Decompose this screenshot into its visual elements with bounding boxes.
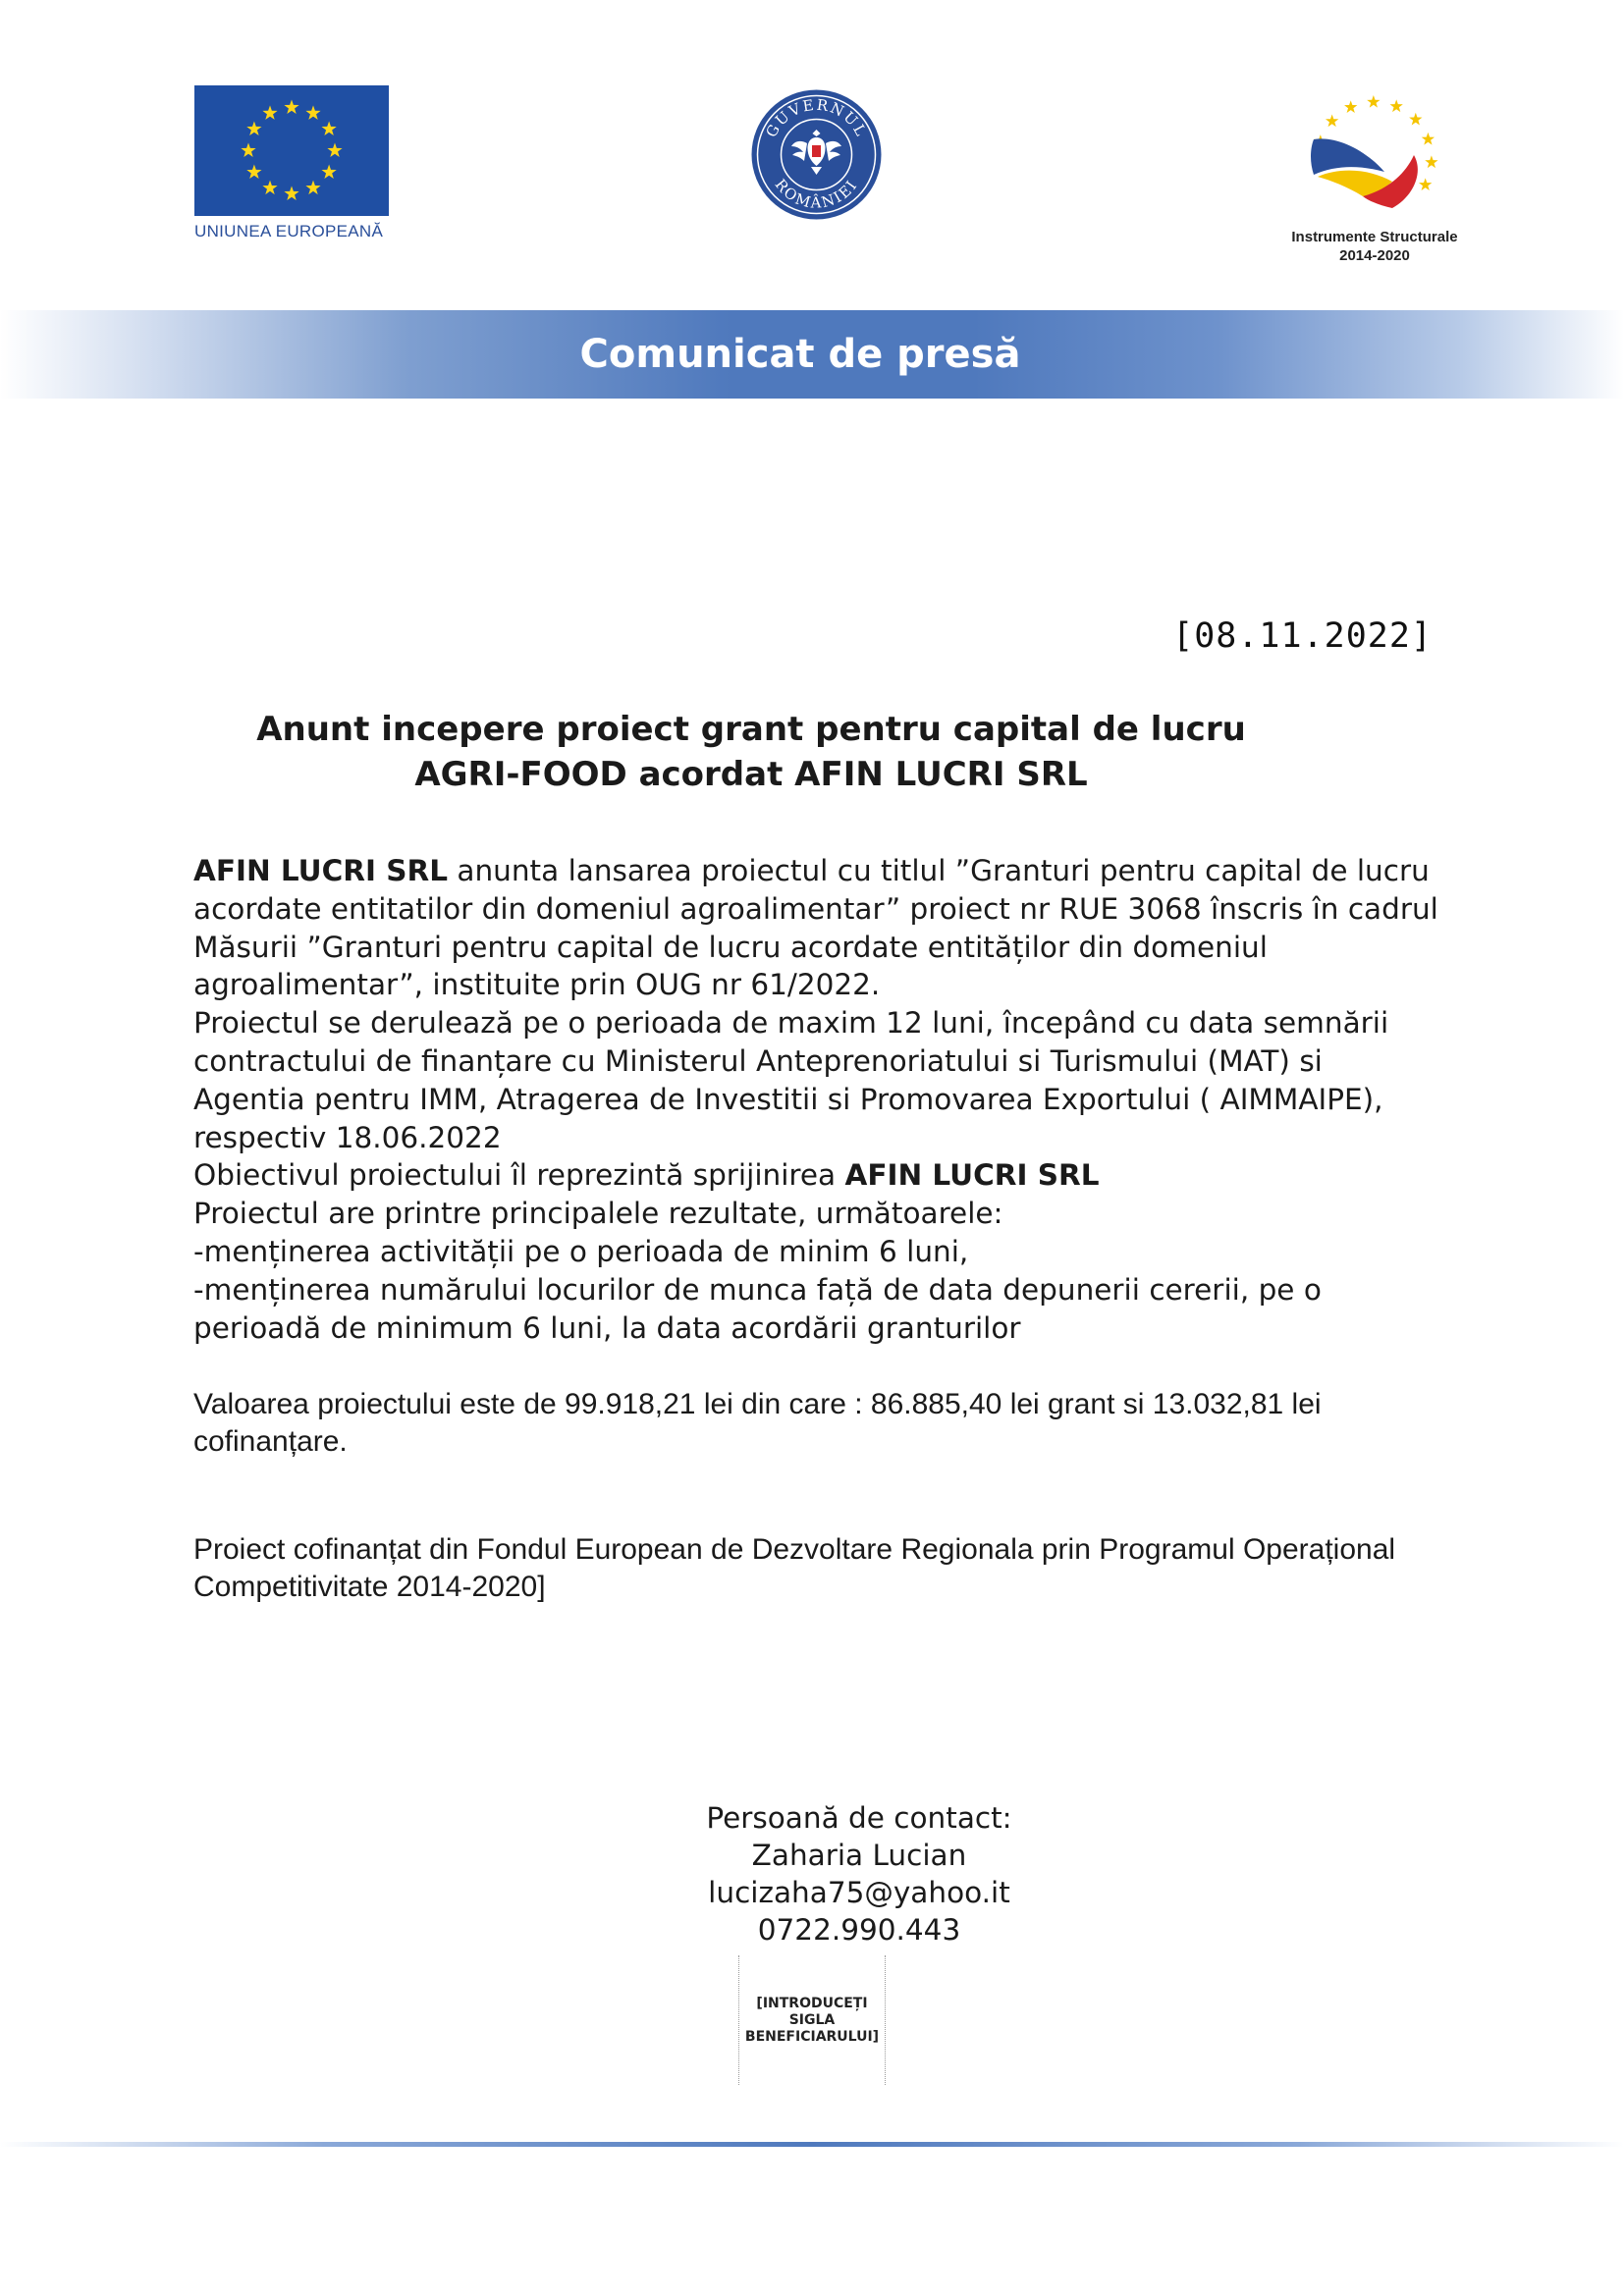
beneficiary-logo-placeholder bbox=[738, 1955, 886, 2085]
beneficiary-logo-text: [INTRODUCEȚI SIGLA BENEFICIARULUI] bbox=[744, 1995, 880, 2045]
is-star-icon bbox=[1344, 100, 1357, 113]
contact-phone: 0722.990.443 bbox=[757, 1913, 961, 1947]
release-date: [08.11.2022] bbox=[1172, 616, 1433, 656]
company-name: AFIN LUCRI SRL bbox=[844, 1158, 1100, 1193]
is-label-line2: 2014-2020 bbox=[1339, 247, 1410, 264]
eu-flag-icon bbox=[194, 85, 389, 216]
contact-name: Zaharia Lucian bbox=[751, 1839, 967, 1872]
instrumente-structurale-logo bbox=[1267, 79, 1483, 275]
footer-divider bbox=[0, 2142, 1624, 2147]
project-value-text: Valoarea proiectului este de 99.918,21 lei din care : 86.885,40 lei grant si 13.032,81 lei cofinanțare. bbox=[193, 1388, 1322, 1458]
company-name: AFIN LUCRI SRL bbox=[193, 854, 448, 887]
is-star-icon bbox=[1422, 133, 1435, 145]
guvernul-romaniei-seal-icon bbox=[750, 88, 883, 221]
contact-email[interactable]: lucizaha75@yahoo.it bbox=[708, 1876, 1010, 1909]
is-star-icon bbox=[1409, 113, 1422, 126]
result-item: -menținerea activității pe o perioada de minim 6 luni, bbox=[193, 1234, 969, 1268]
contact-block bbox=[668, 1799, 1051, 1949]
contact-label: Persoană de contact: bbox=[706, 1801, 1012, 1835]
banner-title: Comunicat de presă bbox=[579, 332, 1021, 377]
eu-logo bbox=[194, 85, 391, 241]
seal-text-bottom: ROMÂNIEI bbox=[771, 175, 862, 212]
result-item: -menținerea numărului locurilor de munca față de data depunerii cererii, pe o perioadă de minimum 6 luni, la data acordării granturilor bbox=[193, 1272, 1322, 1345]
is-star-icon bbox=[1367, 95, 1380, 108]
is-star-icon bbox=[1425, 155, 1437, 168]
headline: Anunt incepere proiect grant pentru capital de lucru AGRI-FOOD acordat AFIN LUCRI SRL bbox=[256, 710, 1246, 794]
is-star-icon bbox=[1390, 99, 1403, 112]
is-label-line1: Instrumente Structurale bbox=[1291, 229, 1458, 245]
paragraph-objective: Obiectivul proiectului îl reprezintă sprijinirea AFIN LUCRI SRL bbox=[193, 1158, 1100, 1193]
eu-label: UNIUNEA EUROPEANĂ bbox=[194, 222, 384, 240]
press-release-banner bbox=[0, 310, 1624, 399]
is-star-icon bbox=[1326, 114, 1338, 127]
paragraph-duration: Proiectul se derulează pe o perioada de maxim 12 luni, începând cu data semnării contractului de finanțare cu Ministerul Anteprenoriatului si Turismului (MAT) si Agentia pentru IMM, Atragerea de Investitii si Promovarea Exportului ( AIMMAIPE), respectiv 18.06.2022 bbox=[193, 1006, 1389, 1154]
instrumente-structurale-icon bbox=[1267, 79, 1483, 226]
body-text bbox=[193, 852, 1440, 1347]
paragraph-results: Proiectul are printre principalele rezultate, următoarele: bbox=[193, 1197, 1003, 1231]
paragraph-intro: AFIN LUCRI SRL anunta lansarea proiectul cu titlul ”Granturi pentru capital de lucru acordate entitatilor din domeniul agroalimentar” proiect nr RUE 3068 înscris în cadrul Măsurii ”Granturi pentru capital de lucru acordate entităților din domeniul agroalimentar”, instituite prin OUG nr 61/2022. bbox=[193, 854, 1438, 1002]
is-star-icon bbox=[1419, 178, 1432, 190]
cofinancing-text: Proiect cofinanțat din Fondul European de Dezvoltare Regionala prin Programul Operațional Competitivitate 2014-2020] bbox=[193, 1533, 1396, 1603]
seal-text-top: GUVERNUL bbox=[762, 95, 871, 140]
